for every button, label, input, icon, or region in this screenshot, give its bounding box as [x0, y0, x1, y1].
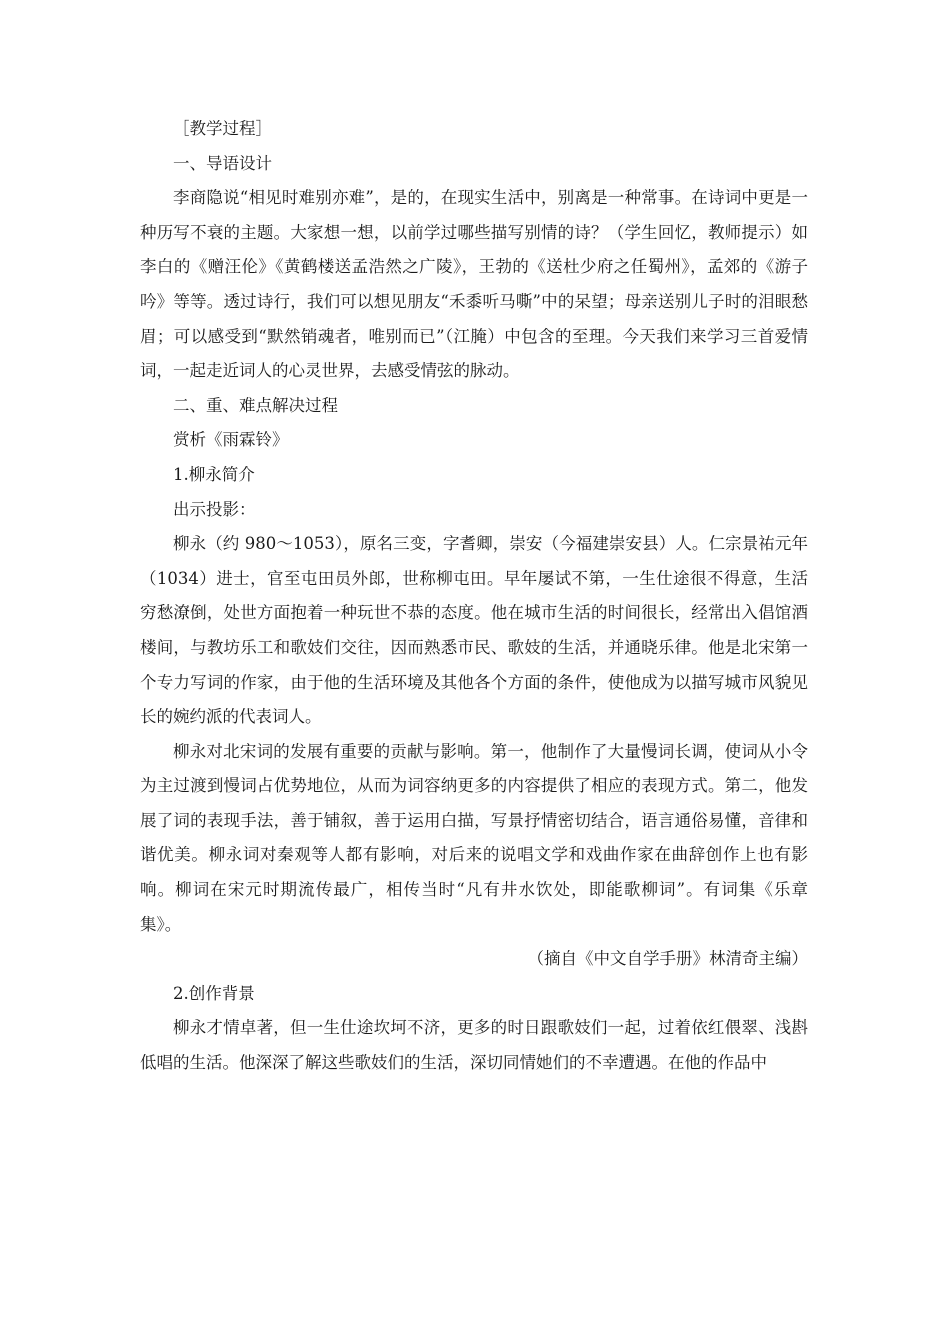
heading-liu-yong-intro: 1.柳永简介 — [173, 464, 255, 484]
contribution-paragraph: 柳永对北宋词的发展有重要的贡献与影响。第一，他制作了大量慢词长调，使词从小令为主过渡到慢词占优势地位，从而为词容纳更多的内容提供了相应的表现方式。第二，他发展了词的表现手法，善于铺叙，善于运用白描，写景抒情密切结合，语言通俗易懂，音律和谐优美。柳永词对秦观等人都有影响，对后来的说唱文学和戏曲作家在曲辞创作上也有影响。柳词在宋元时期流传最广，相传当时“凡有井水饮处，即能歌柳词”。有词集《乐章集》。 — [140, 741, 808, 934]
heading-key-points: 二、重、难点解决过程 — [173, 395, 338, 415]
section-label: ［教学过程］ — [173, 119, 272, 138]
bio-paragraph: 柳永（约 980～1053），原名三变，字耆卿，崇安（今福建崇安县）人。仁宗景祐元年（1034）进士，官至屯田员外郎，世称柳屯田。早年屡试不第，一生仕途很不得意，生活穷愁潦倒，处世方面抱着一种玩世不恭的态度。他在城市生活的时间很长，经常出入倡馆酒楼间，与教坊乐工和歌妓们交往，因而熟悉市民、歌妓的生活，并通晓乐律。他是北宋第一个专力写词的作家，由于他的生活环境及其他各个方面的条件，使他成为以描写城市风貌见长的婉约派的代表词人。 — [140, 534, 808, 727]
heading-projection: 出示投影： — [173, 499, 256, 519]
heading-appreciation: 赏析《雨霖铃》 — [173, 430, 289, 450]
document-page — [140, 112, 808, 1081]
background-paragraph: 柳永才情卓著，但一生仕途坎坷不济，更多的时日跟歌妓们一起，过着依红偎翠、浅斟低唱的生活。他深深了解这些歌妓们的生活，深切同情她们的不幸遭遇。在他的作品中 — [140, 1018, 808, 1073]
source-note: （摘自《中文自学手册》林清奇主编） — [527, 949, 808, 969]
heading-background: 2.创作背景 — [173, 983, 255, 1003]
intro-paragraph: 李商隐说“相见时难别亦难”，是的，在现实生活中，别离是一种常事。在诗词中更是一种历写不衰的主题。大家想一想，以前学过哪些描写别情的诗？（学生回忆，教师提示）如李白的《赠汪伦》《黄鹤楼送孟浩然之广陵》，王勃的《送杜少府之任蜀州》，孟郊的《游子吟》等等。透过诗行，我们可以想见朋友“禾黍听马嘶”中的呆望；母亲送别儿子时的泪眼愁眉；可以感受到“默然销魂者，唯别而已”（江腌）中包含的至理。今天我们来学习三首爱情词，一起走近词人的心灵世界，去感受情弦的脉动。 — [140, 188, 808, 381]
heading-intro-design: 一、导语设计 — [173, 153, 272, 173]
